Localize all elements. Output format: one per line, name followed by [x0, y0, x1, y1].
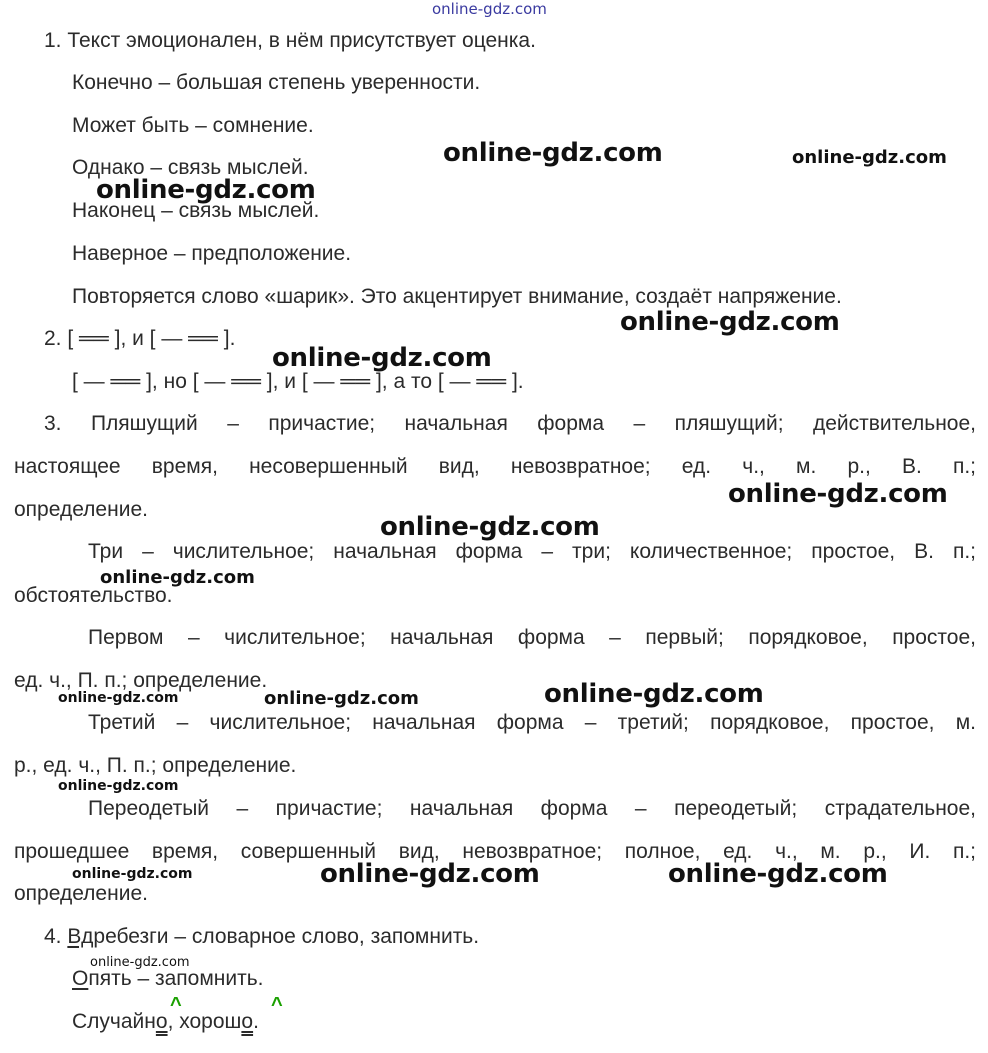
watermark: online-gdz.com: [90, 955, 190, 970]
item-4-line-3: [72, 1009, 259, 1035]
item-1-line-3: Может быть – сомнение.: [72, 114, 314, 137]
item-3-para-3-line-1: Первом – числительное; начальная форма – первый; порядковое, простое,: [88, 626, 976, 649]
watermark: online-gdz.com: [544, 679, 764, 709]
stress-mark-icon: ^: [170, 994, 182, 1016]
underlined-ending: о: [241, 1010, 254, 1033]
watermark: online-gdz.com: [100, 567, 255, 588]
item-3-para-2-line-2: обстоятельство.: [14, 584, 173, 607]
item-4-line-2: [72, 966, 264, 992]
item-3-para-3-line-2: ед. ч., П. п.; определение.: [14, 669, 268, 692]
underlined-ending: о: [155, 1010, 168, 1033]
word-part: Случайн: [72, 1010, 156, 1033]
item-1-line-2: Конечно – большая степень уверенности.: [72, 71, 481, 94]
watermark: online-gdz.com: [58, 690, 179, 706]
watermark: online-gdz.com: [792, 147, 947, 168]
item-3-para-5-line-2: прошедшее время, совершенный вид, невозвратное; полное, ед. ч., м. р., И. п.;: [14, 840, 976, 863]
underlined-letter: О: [72, 967, 89, 990]
item-3-para-1-line-2: настоящее время, несовершенный вид, невозвратное; ед. ч., м. р., В. п.;: [14, 455, 976, 478]
watermark: online-gdz.com: [443, 138, 663, 168]
watermark: online-gdz.com: [272, 343, 492, 373]
word-part: , хорош: [167, 1010, 242, 1033]
item-4-number: 4.: [44, 925, 68, 948]
word-part: .: [253, 1010, 259, 1033]
watermark: online-gdz.com: [380, 512, 600, 542]
item-3-para-2-line-1: Три – числительное; начальная форма – три; количественное; простое, В. п.;: [88, 540, 976, 563]
item-1-line-7: Повторяется слово «шарик». Это акцентирует внимание, создаёт напряжение.: [72, 285, 842, 308]
watermark: online-gdz.com: [320, 859, 540, 889]
item-2-scheme-2: [ — ══ ], но [ — ══ ], и [ — ══ ], а то [ — ══ ].: [72, 370, 524, 393]
watermark: online-gdz.com: [620, 307, 840, 337]
item-1-line-6: Наверное – предположение.: [72, 242, 352, 265]
item-3-para-4-line-1: Третий – числительное; начальная форма – третий; порядковое, простое, м.: [88, 711, 976, 734]
item-4-line-2-text: пять – запомнить.: [88, 967, 264, 990]
underlined-letters: Вд: [67, 925, 94, 948]
watermark: online-gdz.com: [668, 859, 888, 889]
item-3-para-1-line-3: определение.: [14, 498, 148, 521]
watermark: online-gdz.com: [58, 778, 179, 794]
item-1-line-5: Наконец – связь мыслей.: [72, 199, 320, 222]
item-3-para-4-line-2: р., ед. ч., П. п.; определение.: [14, 754, 297, 777]
item-2-scheme-1: 2. [ ══ ], и [ — ══ ].: [44, 327, 236, 350]
item-4-line-1: [44, 924, 479, 950]
item-4-line-1-text: ребезги – словарное слово, запомнить.: [93, 925, 480, 948]
watermark: online-gdz.com: [728, 479, 948, 509]
item-3-para-5-line-3: определение.: [14, 882, 148, 905]
item-1-line-1: 1. Текст эмоционален, в нём присутствует оценка.: [44, 29, 536, 52]
item-3-para-1-line-1: 3. Пляшущий – причастие; начальная форма – пляшущий; действительное,: [44, 412, 976, 435]
watermark: online-gdz.com: [264, 688, 419, 709]
stress-mark-icon: ^: [271, 994, 283, 1016]
item-1-line-4: Однако – связь мыслей.: [72, 156, 309, 179]
watermark: online-gdz.com: [72, 866, 193, 882]
item-3-para-5-line-1: Переодетый – причастие; начальная форма – переодетый; страдательное,: [88, 797, 976, 820]
watermark: online-gdz.com: [96, 175, 316, 205]
watermark: online-gdz.com: [432, 0, 547, 18]
